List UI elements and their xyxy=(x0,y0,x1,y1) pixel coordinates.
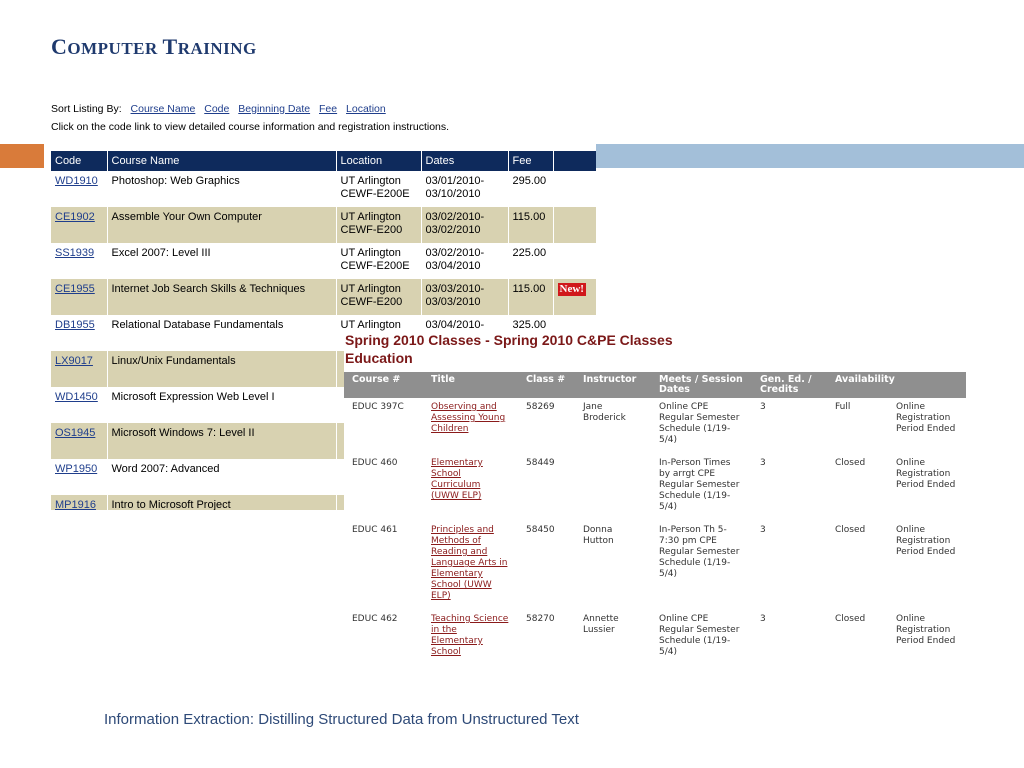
course-dates: 03/02/2010- 03/02/2010 xyxy=(421,207,508,243)
availability: Full xyxy=(835,402,851,412)
table-row xyxy=(51,207,596,243)
course-location: UT Arlington CEWF-E200E xyxy=(336,243,421,279)
col-header-badge xyxy=(553,151,596,171)
course-location: UT Arlington CEWF-E200 xyxy=(336,207,421,243)
accent-bar-orange xyxy=(0,144,44,168)
table-row xyxy=(51,279,596,315)
spring-classes-heading: Spring 2010 Classes - Spring 2010 C&PE Classes xyxy=(345,332,673,348)
registration-status: Online Registration Period Ended xyxy=(896,525,956,557)
accent-bar-blue xyxy=(596,144,1024,168)
meets: Online CPE Regular Semester Schedule (1/19-5/4) xyxy=(659,614,740,657)
col-header-availability: Availability xyxy=(827,372,966,398)
availability: Closed xyxy=(835,614,866,624)
class-number: 58270 xyxy=(526,614,555,624)
col-header-fee[interactable]: Fee xyxy=(508,151,553,171)
class-number: 58449 xyxy=(526,458,555,468)
col-header-meets: Meets / Session Dates xyxy=(651,372,752,398)
table-row xyxy=(51,171,596,207)
course-code-link[interactable]: LX9017 xyxy=(55,355,93,367)
meets: Online CPE Regular Semester Schedule (1/19-5/4) xyxy=(659,402,740,445)
credits: 3 xyxy=(760,614,766,624)
col-header-dates[interactable]: Dates xyxy=(421,151,508,171)
registration-status: Online Registration Period Ended xyxy=(896,402,956,434)
title-initial-2: T xyxy=(162,34,178,59)
course-number: EDUC 462 xyxy=(352,614,398,624)
table-row xyxy=(344,454,966,521)
course-name: Microsoft Windows 7: Level II xyxy=(107,423,336,459)
course-code-link[interactable]: WD1450 xyxy=(55,391,98,403)
course-location: UT Arlington CEWF-E200 xyxy=(336,279,421,315)
course-name: Excel 2007: Level III xyxy=(107,243,336,279)
instructor: Donna Hutton xyxy=(583,525,614,546)
class-title-link[interactable]: Teaching Science in the Elementary School xyxy=(431,614,509,657)
table-row xyxy=(344,521,966,610)
course-location: UT Arlington xyxy=(336,315,421,351)
course-code-link[interactable]: SS1939 xyxy=(55,247,95,259)
class-title-link[interactable]: Principles and Methods of Reading and Language Arts in Elementary School (UWW ELP) xyxy=(431,525,508,601)
sort-bar xyxy=(51,103,386,115)
course-name: Microsoft Expression Web Level I xyxy=(107,387,336,423)
slide-caption: Information Extraction: Distilling Structured Data from Unstructured Text xyxy=(104,711,579,728)
sort-by-beginning-date-link[interactable]: Beginning Date xyxy=(238,103,311,115)
course-badge xyxy=(553,279,596,315)
sort-by-course-name-link[interactable]: Course Name xyxy=(130,103,196,115)
course-number: EDUC 397C xyxy=(352,402,404,412)
course-fee: 325.00 xyxy=(508,315,553,351)
page-title xyxy=(51,34,257,60)
credits: 3 xyxy=(760,458,766,468)
credits: 3 xyxy=(760,525,766,535)
title-rest-2: RAINING xyxy=(177,39,257,58)
col-header-instructor: Instructor xyxy=(575,372,651,398)
credits: 3 xyxy=(760,402,766,412)
course-code-link[interactable]: WD1910 xyxy=(55,175,98,187)
instructor xyxy=(575,454,651,521)
course-name: Photoshop: Web Graphics xyxy=(107,171,336,207)
sort-label: Sort Listing By: xyxy=(51,103,122,115)
course-name: Internet Job Search Skills & Techniques xyxy=(107,279,336,315)
col-header-course-name[interactable]: Course Name xyxy=(107,151,336,171)
table-row xyxy=(344,398,966,454)
course-fee: 295.00 xyxy=(508,171,553,207)
course-code-link[interactable]: MP1916 xyxy=(55,499,96,510)
availability: Closed xyxy=(835,458,866,468)
instructor: Annette Lussier xyxy=(583,614,619,635)
course-dates: 03/04/2010- xyxy=(421,315,508,351)
class-title-link[interactable]: Elementary School Curriculum (UWW ELP) xyxy=(431,458,483,501)
spring-table-header xyxy=(344,372,966,398)
class-title-link[interactable]: Observing and Assessing Young Children xyxy=(431,402,506,434)
spring-classes-table xyxy=(344,372,966,666)
course-name: Linux/Unix Fundamentals xyxy=(107,351,336,387)
course-table-header xyxy=(51,151,596,171)
course-location: UT Arlington CEWF-E200E xyxy=(336,171,421,207)
col-header-code[interactable]: Code xyxy=(51,151,107,171)
availability: Closed xyxy=(835,525,866,535)
course-code-link[interactable]: WP1950 xyxy=(55,463,98,475)
course-name: Relational Database Fundamentals xyxy=(107,315,336,351)
col-header-title: Title xyxy=(423,372,518,398)
col-header-credits: Gen. Ed. / Credits xyxy=(752,372,827,398)
col-header-course-number: Course # xyxy=(344,372,423,398)
instructions-text: Click on the code link to view detailed course information and registration instructions. xyxy=(51,121,450,133)
course-badge xyxy=(553,243,596,279)
title-initial-1: C xyxy=(51,34,68,59)
sort-by-fee-link[interactable]: Fee xyxy=(319,103,338,115)
course-fee: 115.00 xyxy=(508,207,553,243)
course-name: Intro to Microsoft Project xyxy=(107,495,336,510)
sort-by-location-link[interactable]: Location xyxy=(346,103,386,115)
course-name: Assemble Your Own Computer xyxy=(107,207,336,243)
course-fee: 225.00 xyxy=(508,243,553,279)
course-dates: 03/02/2010- 03/04/2010 xyxy=(421,243,508,279)
title-rest-1: OMPUTER xyxy=(67,39,163,58)
table-row xyxy=(344,610,966,666)
new-badge: New! xyxy=(559,283,584,295)
class-number: 58450 xyxy=(526,525,555,535)
instructor: Jane Broderick xyxy=(583,402,626,423)
sort-by-code-link[interactable]: Code xyxy=(204,103,230,115)
meets: In-Person Times by arrgt CPE Regular Semester Schedule (1/19-5/4) xyxy=(659,458,740,512)
course-number: EDUC 460 xyxy=(352,458,398,468)
course-dates: 03/01/2010- 03/10/2010 xyxy=(421,171,508,207)
course-code-link[interactable]: DB1955 xyxy=(55,319,95,331)
col-header-location[interactable]: Location xyxy=(336,151,421,171)
course-code-link[interactable]: OS1945 xyxy=(55,427,96,439)
course-code-link[interactable]: CE1902 xyxy=(55,211,95,223)
table-row xyxy=(51,243,596,279)
course-badge xyxy=(553,207,596,243)
course-dates: 03/03/2010- 03/03/2010 xyxy=(421,279,508,315)
course-number: EDUC 461 xyxy=(352,525,398,535)
spring-classes-panel xyxy=(344,332,966,682)
registration-status: Online Registration Period Ended xyxy=(896,614,956,646)
meets: In-Person Th 5-7:30 pm CPE Regular Semester Schedule (1/19-5/4) xyxy=(659,525,740,579)
course-badge xyxy=(553,171,596,207)
col-header-class-number: Class # xyxy=(518,372,575,398)
course-code-link[interactable]: CE1955 xyxy=(55,283,95,295)
course-fee: 115.00 xyxy=(508,279,553,315)
registration-status: Online Registration Period Ended xyxy=(896,458,956,490)
course-name: Word 2007: Advanced xyxy=(107,459,336,495)
class-number: 58269 xyxy=(526,402,555,412)
department-heading: Education xyxy=(345,350,413,366)
